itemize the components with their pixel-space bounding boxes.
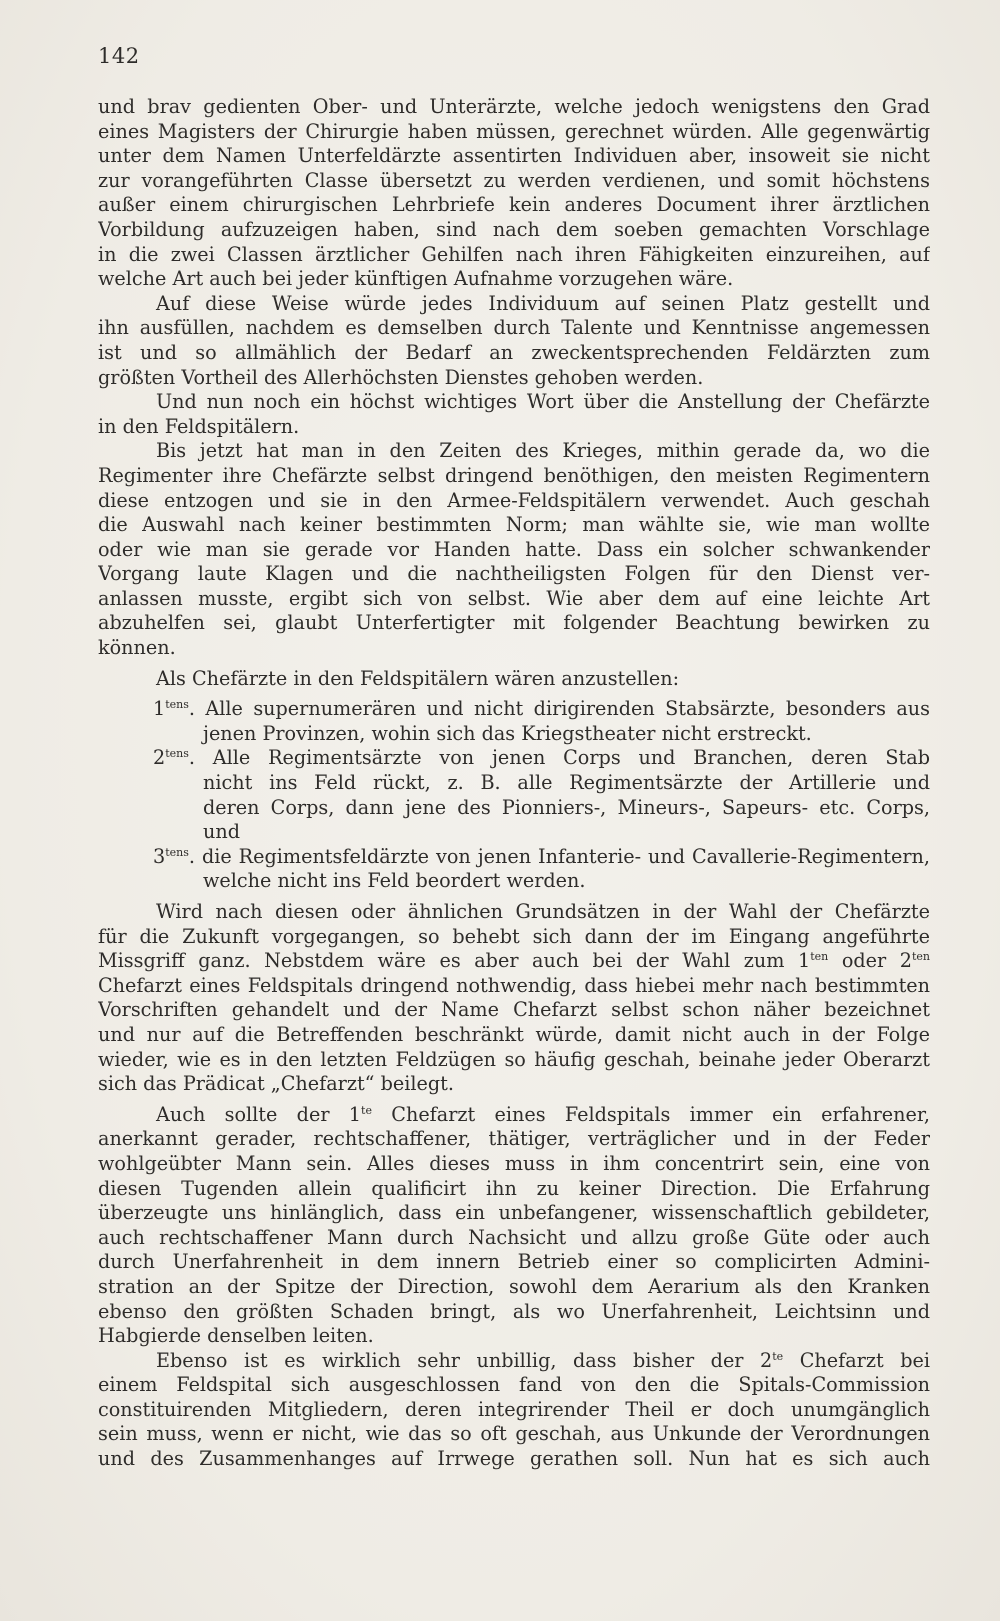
paragraph bbox=[98, 1103, 930, 1349]
text-line bbox=[98, 1349, 930, 1374]
text-line: in den Feldspitälern. bbox=[98, 414, 300, 438]
text-line: wieder, wie es in den letzten Feldzügen so häufig geschah, beinahe jeder Oberarzt bbox=[98, 1047, 930, 1071]
text-line: diesen Tugenden allein qualificirt ihn zu keiner Direction. Die Erfahrung bbox=[98, 1176, 930, 1200]
text-line: und nur auf die Betreffenden beschränkt würde, damit nicht auch in der Folge bbox=[98, 1022, 930, 1046]
list-item-line: und bbox=[203, 820, 240, 844]
text-line: Vorschriften gehandelt und der Name Chefarzt selbst schon näher bezeichnet bbox=[98, 998, 930, 1022]
paragraph bbox=[98, 900, 930, 1097]
enumerated-list bbox=[98, 697, 930, 894]
ordinal-suffix: te bbox=[772, 1349, 784, 1363]
text-run: Chefarzt eines Feldspitals immer ein erfahrener, bbox=[371, 1102, 930, 1126]
text-line: Vorbildung aufzuzeigen haben, sind nach dem soeben gemachten Vorschlage bbox=[98, 217, 930, 241]
list-item-text: . Alle supernumerären und nicht dirigirenden Stabsärzte, besonders aus bbox=[188, 697, 930, 721]
ordinal-suffix: tens bbox=[165, 698, 189, 712]
text-line: für die Zukunft vorgegangen, so behebt sich dann der im Eingang angeführte bbox=[98, 924, 930, 948]
paragraph bbox=[98, 95, 930, 292]
list-item-line: deren Corps, dann jene des Pionniers-, Mineurs-, Sapeurs- etc. Corps, bbox=[203, 795, 930, 819]
text-line: diese entzogen und sie in den Armee-Feldspitälern verwendet. Auch geschah bbox=[98, 488, 930, 512]
text-line: einem Feldspital sich ausgeschlossen fand von den die Spitals-Commission bbox=[98, 1373, 930, 1397]
text-line: stration an der Spitze der Direction, sowohl dem Aerarium als den Kranken bbox=[98, 1274, 930, 1298]
body-text bbox=[98, 95, 930, 1472]
list-item-text: . die Regimentsfeldärzte von jenen Infanterie- und Cavallerie-Regimentern, bbox=[188, 844, 930, 868]
text-line: zur vorangeführten Classe übersetzt zu werden verdienen, und somit höchstens bbox=[98, 168, 930, 192]
page-number: 142 bbox=[98, 44, 140, 68]
text-run: oder 2 bbox=[828, 949, 912, 973]
text-line: oder wie man sie gerade vor Handen hatte. Dass ein solcher schwankender bbox=[98, 537, 930, 561]
paragraph bbox=[98, 667, 930, 692]
text-line: Auf diese Weise würde jedes Individuum auf seinen Platz gestellt und bbox=[156, 291, 930, 315]
text-line: Bis jetzt hat man in den Zeiten des Krieges, mithin gerade da, wo die bbox=[156, 439, 930, 463]
text-line: constituirenden Mitgliedern, deren integrirender Theil er doch unumgänglich bbox=[98, 1397, 930, 1421]
list-item-line: nicht ins Feld rückt, z. B. alle Regimentsärzte der Artillerie und bbox=[203, 771, 930, 795]
text-run: Ebenso ist es wirklich sehr unbillig, dass bisher der 2 bbox=[156, 1348, 773, 1372]
text-line bbox=[98, 949, 930, 974]
text-line: Regimenter ihre Chefärzte selbst dringend benöthigen, den meisten Regimentern bbox=[98, 463, 930, 487]
text-line: in die zwei Classen ärztlicher Gehilfen nach ihren Fähigkeiten einzureihen, auf bbox=[98, 242, 930, 266]
text-line: welche Art auch bei jeder künftigen Aufnahme vorzugehen wäre. bbox=[98, 267, 734, 291]
text-line: ebenso den größten Schaden bringt, als wo Unerfahrenheit, Leichtsinn und bbox=[98, 1299, 930, 1323]
text-line: anlassen musste, ergibt sich von selbst. Wie aber dem auf eine leichte Art bbox=[98, 586, 930, 610]
list-item-line bbox=[98, 697, 930, 722]
text-line: eines Magisters der Chirurgie haben müssen, gerechnet würden. Alle gegenwärtig bbox=[98, 119, 930, 143]
text-line: überzeugte uns hinlänglich, dass ein unbefangener, wissenschaftlich gebildeter, bbox=[98, 1201, 930, 1225]
text-line: Vorgang laute Klagen und die nachtheiligsten Folgen für den Dienst ver- bbox=[98, 562, 930, 586]
text-line: ihn ausfüllen, nachdem es demselben durch Talente und Kenntnisse angemessen bbox=[98, 316, 930, 340]
text-line: durch Unerfahrenheit in dem innern Betrieb einer so complicirten Admini- bbox=[98, 1250, 930, 1274]
text-line: können. bbox=[98, 636, 176, 660]
list-number: 3 bbox=[153, 844, 166, 868]
paragraph bbox=[98, 292, 930, 390]
text-line: wohlgeübter Mann sein. Alles dieses muss in ihm concentrirt sein, eine von bbox=[98, 1151, 930, 1175]
text-line: abzuhelfen sei, glaubt Unterfertigter mit folgender Beachtung bewirken zu bbox=[98, 611, 930, 635]
text-line: Als Chefärzte in den Feldspitälern wären anzustellen: bbox=[156, 666, 680, 690]
ordinal-suffix: ten bbox=[911, 950, 930, 964]
text-line: größten Vortheil des Allerhöchsten Dienstes gehoben werden. bbox=[98, 365, 704, 389]
list-number: 1 bbox=[153, 697, 166, 721]
text-line: außer einem chirurgischen Lehrbriefe kein anderes Document ihrer ärztlichen bbox=[98, 193, 930, 217]
text-run: Missgriff ganz. Nebstdem wäre es aber auch bei der Wahl zum 1 bbox=[98, 949, 811, 973]
list-item-line bbox=[98, 746, 930, 771]
list-item-line: jenen Provinzen, wohin sich das Kriegstheater nicht erstreckt. bbox=[203, 721, 812, 745]
list-item-line: welche nicht ins Feld beordert werden. bbox=[203, 869, 586, 893]
text-line: unter dem Namen Unterfeldärzte assentirten Individuen aber, insoweit sie nicht bbox=[98, 144, 930, 168]
ordinal-suffix: tens bbox=[165, 747, 189, 761]
text-line: sein muss, wenn er nicht, wie das so oft geschah, aus Unkunde der Verordnungen bbox=[98, 1422, 930, 1446]
text-line: und des Zusammenhanges auf Irrwege gerathen soll. Nun hat es sich auch bbox=[98, 1447, 930, 1471]
text-line: sich das Prädicat „Chefarzt“ beilegt. bbox=[98, 1072, 454, 1096]
text-line: Habgierde denselben leiten. bbox=[98, 1324, 374, 1348]
text-line: und brav gedienten Ober- und Unterärzte, welche jedoch wenigstens den Grad bbox=[98, 95, 930, 118]
text-line: Und nun noch ein höchst wichtiges Wort über die Anstellung der Chefärzte bbox=[156, 390, 930, 414]
paragraph bbox=[98, 390, 930, 439]
paragraph bbox=[98, 1349, 930, 1472]
list-item-line bbox=[98, 845, 930, 870]
paragraph bbox=[98, 439, 930, 660]
text-line bbox=[98, 1103, 930, 1128]
text-line: ist und so allmählich der Bedarf an zweckentsprechenden Feldärzten zum bbox=[98, 340, 930, 364]
list-number: 2 bbox=[153, 746, 166, 770]
list-item-text: . Alle Regimentsärzte von jenen Corps und Branchen, deren Stab bbox=[188, 746, 930, 770]
text-line: auch rechtschaffener Mann durch Nachsicht und allzu große Güte oder auch bbox=[98, 1225, 930, 1249]
ordinal-suffix: te bbox=[361, 1103, 372, 1117]
text-run: Chefarzt bei bbox=[783, 1348, 930, 1372]
text-line: Chefarzt eines Feldspitals dringend nothwendig, dass hiebei mehr nach bestimmten bbox=[98, 973, 930, 997]
text-line: die Auswahl nach keiner bestimmten Norm; man wählte sie, wie man wollte bbox=[98, 513, 930, 537]
text-run: Auch sollte der 1 bbox=[156, 1102, 362, 1126]
text-line: Wird nach diesen oder ähnlichen Grundsätzen in der Wahl der Chefärzte bbox=[156, 900, 930, 923]
ordinal-suffix: ten bbox=[810, 950, 829, 964]
text-line: anerkannt gerader, rechtschaffener, thätiger, verträglicher und in der Feder bbox=[98, 1127, 930, 1151]
ordinal-suffix: tens bbox=[165, 845, 189, 859]
